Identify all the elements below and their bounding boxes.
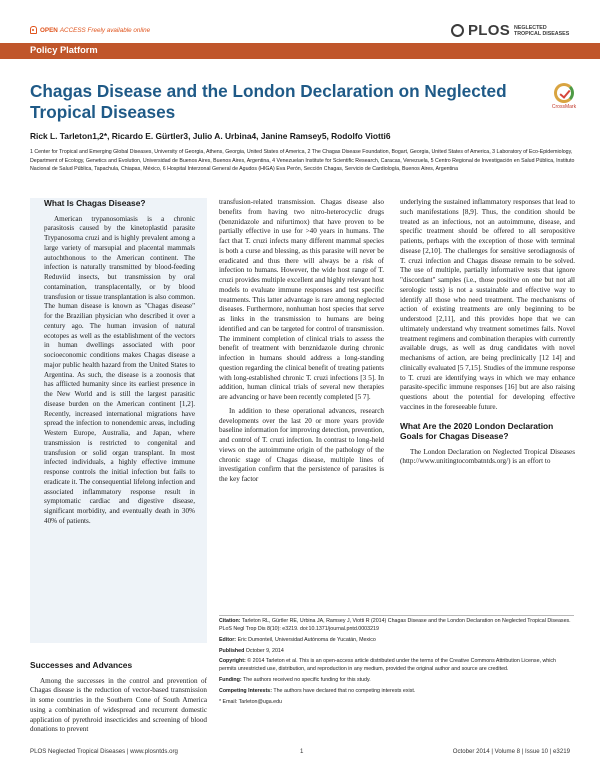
crossmark-badge[interactable]	[548, 83, 580, 110]
competing-row	[219, 688, 574, 696]
article-title: Chagas Disease and the London Declaration on Neglected Tropical Diseases	[30, 81, 507, 122]
paragraph-col3-1: underlying the sustained inflammatory responses that lead to such manifestations [8,9]. Thus, the condition should be treated as an infectious, not an autoimmune, disease, and specific treatment should be offered to all seropositive patients, perhaps with the exception of those with terminal disease [2,10]. The challenges for sensitive serodiagnosis of T. cruzi infection and Chagas disease remain to be solved. The use of multiple, partially informative tests that ignore "discordant" samples (i.e., those positive on one but not all serologic tests) is not a sustainable and effective way to identify all those who need treatment. The mechanisms of action of existing treatments are only beginning to be understood [2,11], and this provides hope that we can ultimately understand why treatment sometimes fails. Novel treatment regimens and combination therapies with currently available drugs, as well as drug candidates with novel mechanisms of action, are being preclinically [12 14] and clinically evaluated [5 7,15]. Studies of the immune response to T. cruzi are identifying ways in which we may enhance parasite-specific immune responses [16] but are also raising questions about the potential for developing effective vaccines in the foreseeable future.	[400, 198, 575, 411]
published-date: October 9, 2014	[245, 647, 284, 654]
editor-row	[219, 637, 574, 645]
heading-what-is-chagas: What Is Chagas Disease?	[44, 198, 146, 208]
published-label: Published	[219, 647, 245, 654]
email-row[interactable]: * Email: Tarleton@uga.edu	[219, 698, 282, 705]
footer-journal[interactable]: PLOS Neglected Tropical Diseases | www.plosntds.org	[30, 748, 178, 755]
copyright-row	[219, 658, 574, 674]
page-number: 1	[300, 748, 304, 755]
open-lock-icon	[30, 26, 37, 34]
open-access-label: OPEN	[40, 26, 58, 34]
crossmark-label: CrossMark	[551, 104, 577, 110]
publisher-name: PLOS	[467, 22, 510, 39]
copyright-label: Copyright:	[219, 658, 246, 665]
competing-text: The authors have declared that no competing interests exist.	[273, 688, 416, 695]
footer-issue: October 2014 | Volume 8 | Issue 10 | e3219	[452, 748, 570, 755]
citation-text[interactable]: Tarleton RL, Gürtler RE, Urbina JA, Ramsey J, Viotti R (2014) Chagas Disease and the London Declaration on Neglected Tropical Diseases. PLoS Negl Trop Dis 8(10): e3219. doi:10.1371/journal.pntd.0003219	[219, 618, 571, 632]
editor-label: Editor:	[219, 636, 237, 643]
heading-successes: Successes and Advances	[30, 660, 133, 670]
funding-text: The authors received no specific funding for this study.	[243, 677, 371, 684]
author-list: Rick L. Tarleton1,2*, Ricardo E. Gürtler3, Julio A. Urbina4, Janine Ramsey5, Rodolfo Viotti6	[30, 131, 391, 141]
paragraph-col2-1: transfusion-related transmission. Chagas disease also benefits from having two nitro-heterocyclic drugs (benznidazole and nifurtimox) that have proven to be partially effective in use for >40 years in humans. The fact that T. cruzi infects many different mammal species is both a curse and blessing, as this parasite will never be eradicated and thus there will always be a risk of infection to humans. However, the wide host range of T. cruzi provides multiple excellent and highly relevant host models to evaluate immune responses and test specific treatments. This latter advantage is rare among neglected diseases. Furthermore, nonhuman host species that serve as links in the transmission to humans are being identified and can be targeted for control of transmission. The imminent completion of clinical trials to assess the benefit of treatment with benznidazole during chronic infection in humans should address a long-standing question regarding the clinical benefit of treating patients with long-established chronic T. cruzi infections [3 5]. In addition, human clinical trials of several new therapies are advancing or have been recently completed [5 7].	[219, 198, 384, 401]
citation-row	[219, 618, 574, 634]
paragraph-successes: Among the successes in the control and prevention of Chagas disease is the reduction of vector-based transmission in some countries in the Southern Cone of South America using a combination of widespread and recurrent domestic application of pyrethroid insecticides and screening of blood donations to prevent	[30, 676, 207, 734]
article-info-box	[219, 615, 574, 710]
section-label: Policy Platform	[30, 45, 98, 55]
section-banner	[0, 43, 600, 59]
crossmark-icon	[554, 83, 574, 103]
copyright-text: © 2014 Tarleton et al. This is an open-access article distributed under the terms of the Creative Commons Attribution License, which permits unrestricted use, distribution, and reproduction in any medium, provided the original author and source are credited.	[219, 658, 556, 673]
paragraph-what-is-chagas: American trypanosomiasis is a chronic parasitosis caused by the kinetoplastid parasite Trypanosoma cruzi and is highly prevalent among a large variety of marsupial and placental mammals autochthonous to the American continent. The infection is naturally transmitted by blood-feeding Reduviid insects, but transmission by oral contamination, transplacentally, or by blood transfusion or tissue transplantation is also common. The human disease is known as "Chagas disease" for the Brazilian physician who described it over a century ago. The human invasion of natural ecotopes as well as the establishment of the vectors in human dwellings associated with poor socioeconomic conditions makes Chagas disease a major public health hazard from the United States to Argentina. As such, the disease is a zoonosis that has afflicted humanity since its earliest presence in the New World and is still the largest parasitic disease burden on the American continent [1,2]. Recently, increased international migrations have spread the infection to nonendemic areas, including Western Europe, Australia, and Japan, where transmission is restricted to congenital and transfusion or solid organ transplant. In most infected individuals, a highly effective immune response controls the initial infection but fails to eradicate it. The consequential lifelong infection and associated inflammatory response result in symptomatic cardiac and digestive disease, significant morbidity, and eventually death in 30% 40% of patients.	[44, 214, 195, 525]
published-row	[219, 648, 574, 656]
column-2	[219, 198, 384, 485]
editor-text: Eric Dumonteil, Universidad Autónoma de Yucatán, Mexico	[237, 636, 376, 643]
paragraph-col2-2: In addition to these operational advances, research developments over the last 20 or more years provide baseline information for improving detection, prevention, and control of T. cruzi infection. In contrast to long-held views on the autoimmune origin of the pathology of the chronic stage of Chagas disease, multiple lines of investigation confirm that the persistence of parasites is the key factor	[219, 406, 384, 483]
open-access-badge[interactable]	[30, 26, 150, 34]
citation-label: Citation:	[219, 618, 241, 624]
heading-london-goals: What Are the 2020 London Declaration Goals for Chagas Disease?	[400, 420, 554, 441]
journal-subtitle: NEGLECTED TROPICAL DISEASES	[514, 24, 570, 37]
funding-label: Funding:	[219, 677, 242, 684]
column-1-lower	[30, 660, 207, 735]
paragraph-col3-2: The London Declaration on Neglected Tropical Diseases (http://www.unitingtocombatntds.org/) is an effort to	[400, 447, 575, 466]
column-3	[400, 198, 575, 467]
affiliations: 1 Center for Tropical and Emerging Global Diseases, University of Georgia, Athens, Georgia, United States of America, 2 The Chagas Disease Foundation, Bogart, Georgia, United States of America, 3 Laboratory of Eco-Epidemiology, Department of Ecology, Genetics and Evolution, Universidad de Buenos Aires, Buenos Aires, Argentina, 4 Venezuelan Institute for Scientific Research, Caracas, Venezuela, 5 Centro Regional de Investigación en Salud Pública, Instituto Nacional de Salud Pública, Tapachula, Chiapas, México, 6 Hospital Interzonal General de Agudos (HIGA) Eva Perón, Sección Chagas, Servicio de Cardiología, Buenos Aires, Argentina	[30, 149, 575, 173]
funding-row	[219, 677, 574, 685]
intro-sidebar	[44, 198, 195, 527]
competing-label: Competing Interests:	[219, 688, 272, 695]
plos-ring-icon	[451, 24, 464, 37]
journal-logo[interactable]	[451, 22, 570, 39]
page-footer	[0, 748, 600, 762]
open-access-rest: ACCESS Freely available online	[59, 26, 151, 34]
